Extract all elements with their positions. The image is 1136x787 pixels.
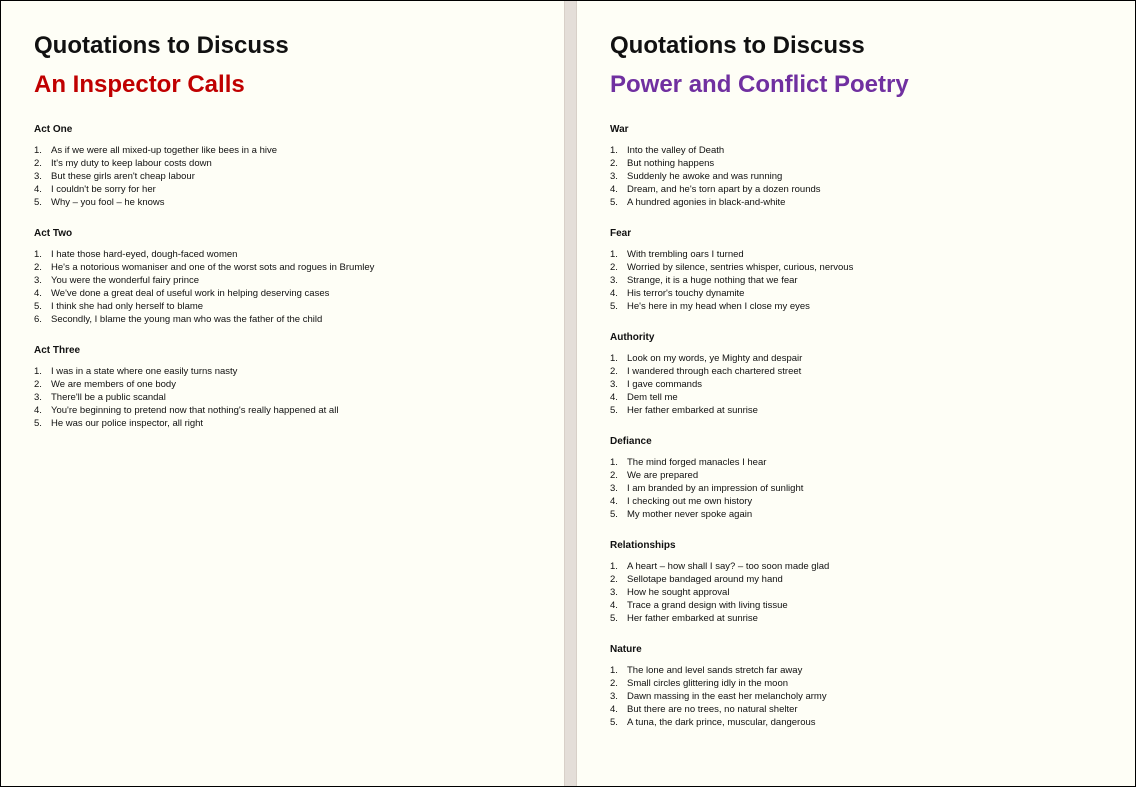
section-title: War <box>610 124 629 135</box>
quote-text: As if we were all mixed-up together like bees in a hive <box>51 145 278 156</box>
quote-section <box>610 332 1135 417</box>
quote-number: 5. <box>610 509 618 520</box>
quote-text: We've done a great deal of useful work in helping deserving cases <box>51 288 330 299</box>
quote-number: 5. <box>610 717 618 728</box>
section-title: Act Two <box>34 228 73 239</box>
quote-text: How he sought approval <box>627 587 730 598</box>
quote-item <box>610 274 1135 287</box>
quote-item <box>610 144 1135 157</box>
quote-number: 5. <box>610 613 618 624</box>
quote-number: 2. <box>34 379 42 390</box>
quote-item <box>610 469 1135 482</box>
quote-text: You're beginning to pretend now that nothing's really happened at all <box>51 405 339 416</box>
quote-item <box>610 196 1135 209</box>
quote-text: But these girls aren't cheap labour <box>51 171 195 182</box>
quote-item <box>610 404 1135 417</box>
quote-list <box>34 144 564 209</box>
quote-item <box>610 365 1135 378</box>
quote-number: 4. <box>610 288 618 299</box>
quote-item <box>34 274 564 287</box>
quote-section <box>34 124 564 209</box>
quote-number: 4. <box>610 392 618 403</box>
quote-item <box>610 716 1135 729</box>
page-title: Quotations to Discuss <box>610 32 865 59</box>
quote-text: I gave commands <box>627 379 702 390</box>
quote-item <box>34 313 564 326</box>
quote-text: A hundred agonies in black-and-white <box>627 197 786 208</box>
quote-list <box>34 365 564 430</box>
quote-text: Trace a grand design with living tissue <box>627 600 788 611</box>
quote-item <box>610 300 1135 313</box>
quote-item <box>610 183 1135 196</box>
quote-section <box>610 228 1135 313</box>
quote-list <box>610 456 1135 521</box>
quote-text: My mother never spoke again <box>627 509 753 520</box>
quote-item <box>610 482 1135 495</box>
section-title: Nature <box>610 644 642 655</box>
quote-number: 4. <box>34 184 42 195</box>
page-divider <box>564 1 577 786</box>
page-power-conflict <box>577 1 1135 786</box>
quote-item <box>34 378 564 391</box>
quote-text: I wandered through each chartered street <box>627 366 802 377</box>
quote-number: 3. <box>610 483 618 494</box>
section-title: Relationships <box>610 540 676 551</box>
quote-item <box>34 417 564 430</box>
quote-number: 3. <box>610 379 618 390</box>
quote-text: With trembling oars I turned <box>627 249 744 260</box>
quote-item <box>34 261 564 274</box>
quote-text: Secondly, I blame the young man who was the father of the child <box>51 314 323 325</box>
quote-text: He's here in my head when I close my eyes <box>627 301 810 312</box>
quote-number: 4. <box>610 704 618 715</box>
quote-number: 2. <box>610 366 618 377</box>
quote-number: 1. <box>610 665 618 676</box>
quote-number: 2. <box>610 574 618 585</box>
quote-number: 2. <box>610 678 618 689</box>
quote-text: Small circles glittering idly in the moon <box>627 678 789 689</box>
quote-text: I couldn't be sorry for her <box>51 184 156 195</box>
quote-item <box>610 170 1135 183</box>
page-subtitle: An Inspector Calls <box>34 71 245 98</box>
quote-number: 3. <box>610 171 618 182</box>
quote-list <box>610 352 1135 417</box>
quote-number: 4. <box>610 184 618 195</box>
quote-text: There'll be a public scandal <box>51 392 166 403</box>
quote-text: The lone and level sands stretch far away <box>627 665 803 676</box>
quote-number: 5. <box>610 405 618 416</box>
quote-item <box>610 560 1135 573</box>
quote-number: 5. <box>610 301 618 312</box>
quote-item <box>610 599 1135 612</box>
quote-section <box>610 644 1135 729</box>
quote-text: His terror's touchy dynamite <box>627 288 745 299</box>
quote-text: Her father embarked at sunrise <box>627 613 758 624</box>
quote-item <box>34 144 564 157</box>
quote-item <box>34 196 564 209</box>
quote-number: 6. <box>34 314 42 325</box>
quote-item <box>610 703 1135 716</box>
quote-section <box>34 228 564 326</box>
quote-text: Dem tell me <box>627 392 678 403</box>
quote-item <box>34 183 564 196</box>
quote-text: Worried by silence, sentries whisper, curious, nervous <box>627 262 854 273</box>
quote-text: We are members of one body <box>51 379 176 390</box>
quote-list <box>610 560 1135 625</box>
quote-text: Dawn massing in the east her melancholy army <box>627 691 827 702</box>
quote-number: 4. <box>610 496 618 507</box>
quote-item <box>34 170 564 183</box>
quote-text: Her father embarked at sunrise <box>627 405 758 416</box>
quote-number: 3. <box>610 275 618 286</box>
quote-item <box>34 287 564 300</box>
quote-text: Dream, and he's torn apart by a dozen rounds <box>627 184 821 195</box>
quote-sections <box>610 124 1135 729</box>
quote-item <box>34 300 564 313</box>
quote-text: A heart – how shall I say? – too soon made glad <box>627 561 830 572</box>
quote-item <box>610 664 1135 677</box>
quote-item <box>34 404 564 417</box>
quote-text: You were the wonderful fairy prince <box>51 275 200 286</box>
quote-number: 1. <box>34 145 42 156</box>
quote-item <box>610 352 1135 365</box>
quote-number: 1. <box>610 561 618 572</box>
quote-item <box>34 365 564 378</box>
quote-number: 4. <box>610 600 618 611</box>
quote-text: Sellotape bandaged around my hand <box>627 574 783 585</box>
quote-list <box>610 144 1135 209</box>
quote-text: I hate those hard-eyed, dough-faced women <box>51 249 238 260</box>
quote-item <box>610 495 1135 508</box>
quote-item <box>34 391 564 404</box>
quote-item <box>610 573 1135 586</box>
quote-text: Into the valley of Death <box>627 145 725 156</box>
quote-number: 2. <box>610 158 618 169</box>
quote-number: 3. <box>34 392 42 403</box>
quote-text: I checking out me own history <box>627 496 753 507</box>
quote-text: Why – you fool – he knows <box>51 197 165 208</box>
quote-number: 2. <box>610 470 618 481</box>
quote-text: I think she had only herself to blame <box>51 301 204 312</box>
quote-item <box>610 287 1135 300</box>
quote-number: 3. <box>34 171 42 182</box>
quote-number: 2. <box>34 158 42 169</box>
section-title: Fear <box>610 228 632 239</box>
quote-text: I was in a state where one easily turns nasty <box>51 366 238 377</box>
quote-item <box>610 586 1135 599</box>
quote-text: I am branded by an impression of sunlight <box>627 483 804 494</box>
quote-number: 3. <box>610 587 618 598</box>
quote-text: He was our police inspector, all right <box>51 418 204 429</box>
quote-section <box>610 436 1135 521</box>
quote-item <box>610 391 1135 404</box>
quote-item <box>610 157 1135 170</box>
quote-number: 5. <box>610 197 618 208</box>
quote-number: 2. <box>34 262 42 273</box>
quote-text: The mind forged manacles I hear <box>627 457 767 468</box>
quote-number: 4. <box>34 405 42 416</box>
quote-item <box>610 612 1135 625</box>
quote-text: Strange, it is a huge nothing that we fear <box>627 275 798 286</box>
quote-item <box>34 248 564 261</box>
quote-text: Look on my words, ye Mighty and despair <box>627 353 803 364</box>
quote-item <box>610 508 1135 521</box>
section-title: Act Three <box>34 345 81 356</box>
page-subtitle: Power and Conflict Poetry <box>610 71 909 98</box>
section-title: Defiance <box>610 436 652 447</box>
quote-section <box>610 540 1135 625</box>
quote-section <box>610 124 1135 209</box>
quote-item <box>610 677 1135 690</box>
quote-list <box>610 248 1135 313</box>
quote-number: 3. <box>610 691 618 702</box>
quote-number: 4. <box>34 288 42 299</box>
page-title: Quotations to Discuss <box>34 32 289 59</box>
section-title: Authority <box>610 332 655 343</box>
quote-number: 1. <box>610 457 618 468</box>
quote-item <box>610 378 1135 391</box>
quote-number: 2. <box>610 262 618 273</box>
quote-text: We are prepared <box>627 470 699 481</box>
quote-section <box>34 345 564 430</box>
quote-number: 1. <box>34 366 42 377</box>
quote-text: Suddenly he awoke and was running <box>627 171 783 182</box>
quote-text: He's a notorious womaniser and one of the worst sots and rogues in Brumley <box>51 262 375 273</box>
quote-number: 5. <box>34 418 42 429</box>
quote-list <box>610 664 1135 729</box>
quote-number: 3. <box>34 275 42 286</box>
quote-item <box>610 690 1135 703</box>
quote-number: 5. <box>34 301 42 312</box>
page-inspector-calls <box>1 1 564 786</box>
quote-sections <box>34 124 564 430</box>
quote-number: 1. <box>610 249 618 260</box>
quote-text: A tuna, the dark prince, muscular, dangerous <box>627 717 816 728</box>
quote-number: 1. <box>610 145 618 156</box>
quote-text: It's my duty to keep labour costs down <box>51 158 212 169</box>
quote-text: But there are no trees, no natural shelter <box>627 704 798 715</box>
quote-list <box>34 248 564 326</box>
quote-number: 1. <box>34 249 42 260</box>
quote-item <box>34 157 564 170</box>
quote-number: 1. <box>610 353 618 364</box>
quote-text: But nothing happens <box>627 158 715 169</box>
quote-item <box>610 248 1135 261</box>
quote-number: 5. <box>34 197 42 208</box>
quote-item <box>610 261 1135 274</box>
section-title: Act One <box>34 124 73 135</box>
quote-item <box>610 456 1135 469</box>
